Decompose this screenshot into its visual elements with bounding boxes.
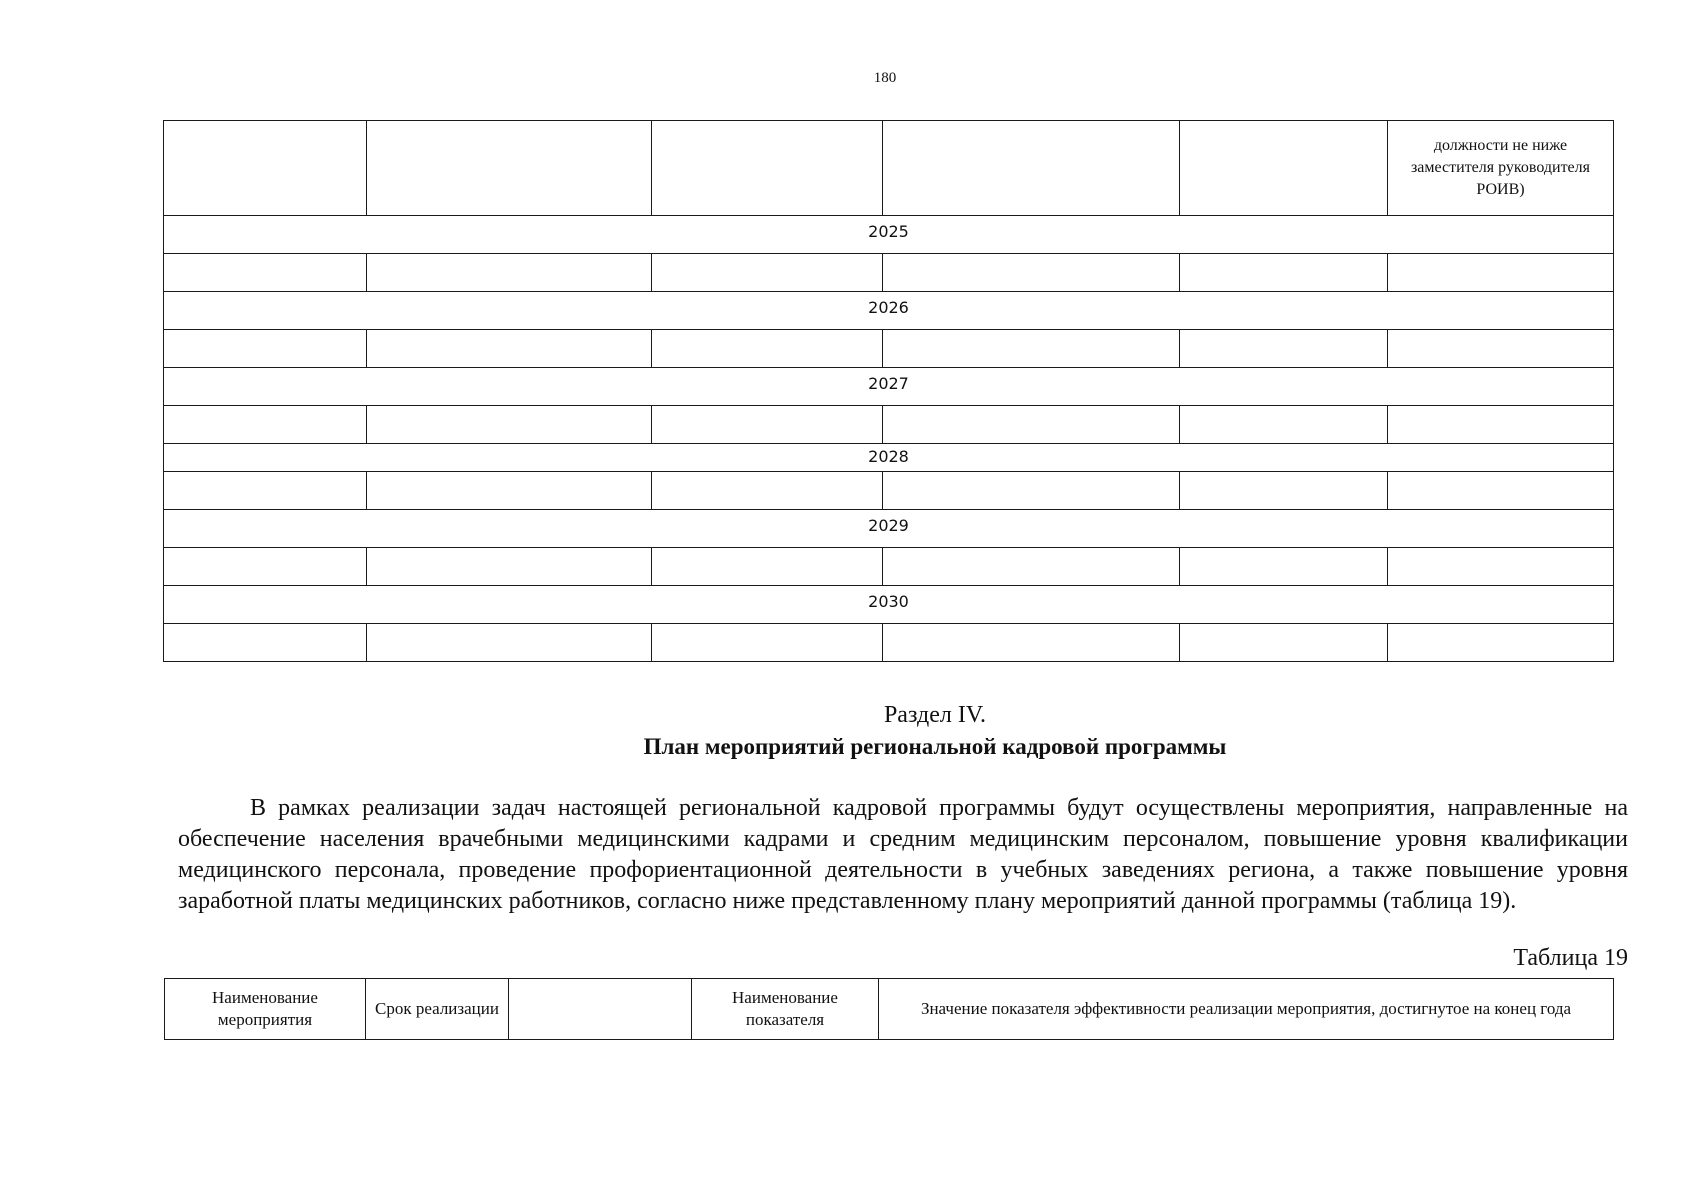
table-cell — [367, 548, 652, 586]
table-cell — [1388, 254, 1614, 292]
table-cell — [367, 472, 652, 510]
year-label: 2030 — [164, 586, 1614, 624]
table-cell — [883, 624, 1180, 662]
table-cell — [883, 330, 1180, 368]
year-row — [164, 510, 1614, 548]
table-row — [164, 254, 1614, 292]
table-cell — [652, 624, 883, 662]
table-cell — [883, 406, 1180, 444]
year-row — [164, 292, 1614, 330]
year-label: 2025 — [164, 216, 1614, 254]
table-cell-position-note: должности не ниже заместителя руководителя РОИВ) — [1388, 121, 1614, 216]
table-cell — [652, 406, 883, 444]
table-cell — [164, 472, 367, 510]
table-row — [164, 330, 1614, 368]
table-cell — [1180, 254, 1388, 292]
table-cell — [164, 624, 367, 662]
table-cell — [1180, 330, 1388, 368]
table-cell — [1388, 406, 1614, 444]
year-label: 2026 — [164, 292, 1614, 330]
table-cell — [1180, 406, 1388, 444]
events-table — [164, 978, 1614, 1040]
column-header-indicator-name: Наименование показателя — [692, 979, 879, 1040]
table-cell — [1180, 624, 1388, 662]
table-cell — [1388, 548, 1614, 586]
table-cell — [164, 406, 367, 444]
year-row — [164, 586, 1614, 624]
column-header-event-name: Наименование мероприятия — [165, 979, 366, 1040]
column-header-deadline: Срок реализации — [366, 979, 509, 1040]
table-cell — [1180, 121, 1388, 216]
year-row — [164, 216, 1614, 254]
table-row — [164, 121, 1614, 216]
table-cell — [1388, 330, 1614, 368]
table-cell — [164, 121, 367, 216]
top-table — [163, 120, 1614, 662]
table-cell — [883, 121, 1180, 216]
table-row — [164, 406, 1614, 444]
table-cell — [367, 121, 652, 216]
table-row — [164, 548, 1614, 586]
column-header-blank — [509, 979, 692, 1040]
table-cell — [1180, 548, 1388, 586]
table-cell — [883, 548, 1180, 586]
table-cell — [367, 406, 652, 444]
table-cell — [164, 330, 367, 368]
table-row — [164, 624, 1614, 662]
table-header-row — [165, 979, 1614, 1040]
table-cell — [652, 472, 883, 510]
table-cell — [1180, 472, 1388, 510]
table-cell — [367, 624, 652, 662]
table-cell — [883, 472, 1180, 510]
table-cell — [652, 548, 883, 586]
section-subtitle: План мероприятий региональной кадровой программы — [643, 734, 1227, 759]
year-label: 2027 — [164, 368, 1614, 406]
year-row — [164, 444, 1614, 472]
table-cell — [367, 330, 652, 368]
column-header-indicator-value: Значение показателя эффективности реализации мероприятия, достигнутое на конец года — [879, 979, 1614, 1040]
table-cell — [164, 254, 367, 292]
table-cell — [652, 330, 883, 368]
table-cell — [164, 548, 367, 586]
table-row — [164, 472, 1614, 510]
year-label: 2029 — [164, 510, 1614, 548]
table-cell — [1388, 624, 1614, 662]
body-paragraph: В рамках реализации задач настоящей региональной кадровой программы будут осуществлены мероприятия, направленные на обеспечение населения врачебными медицинскими кадрами и средним медицинским персоналом, повышение уровня квалификации медицинского персонала, проведение профориентационной деятельности в учебных заведениях региона, а также повышение уровня заработной платы медицинских работников, согласно ниже представленному плану мероприятий данной программы (таблица 19). — [178, 795, 1628, 914]
year-label: 2028 — [164, 444, 1614, 472]
table-cell — [883, 254, 1180, 292]
year-row — [164, 368, 1614, 406]
section-title: Раздел IV. — [883, 702, 987, 728]
page-number: 180 — [873, 70, 897, 86]
table-cell — [652, 254, 883, 292]
table-cell — [1388, 472, 1614, 510]
table-cell — [367, 254, 652, 292]
table-cell — [652, 121, 883, 216]
table-label: Таблица 19 — [1513, 945, 1628, 971]
